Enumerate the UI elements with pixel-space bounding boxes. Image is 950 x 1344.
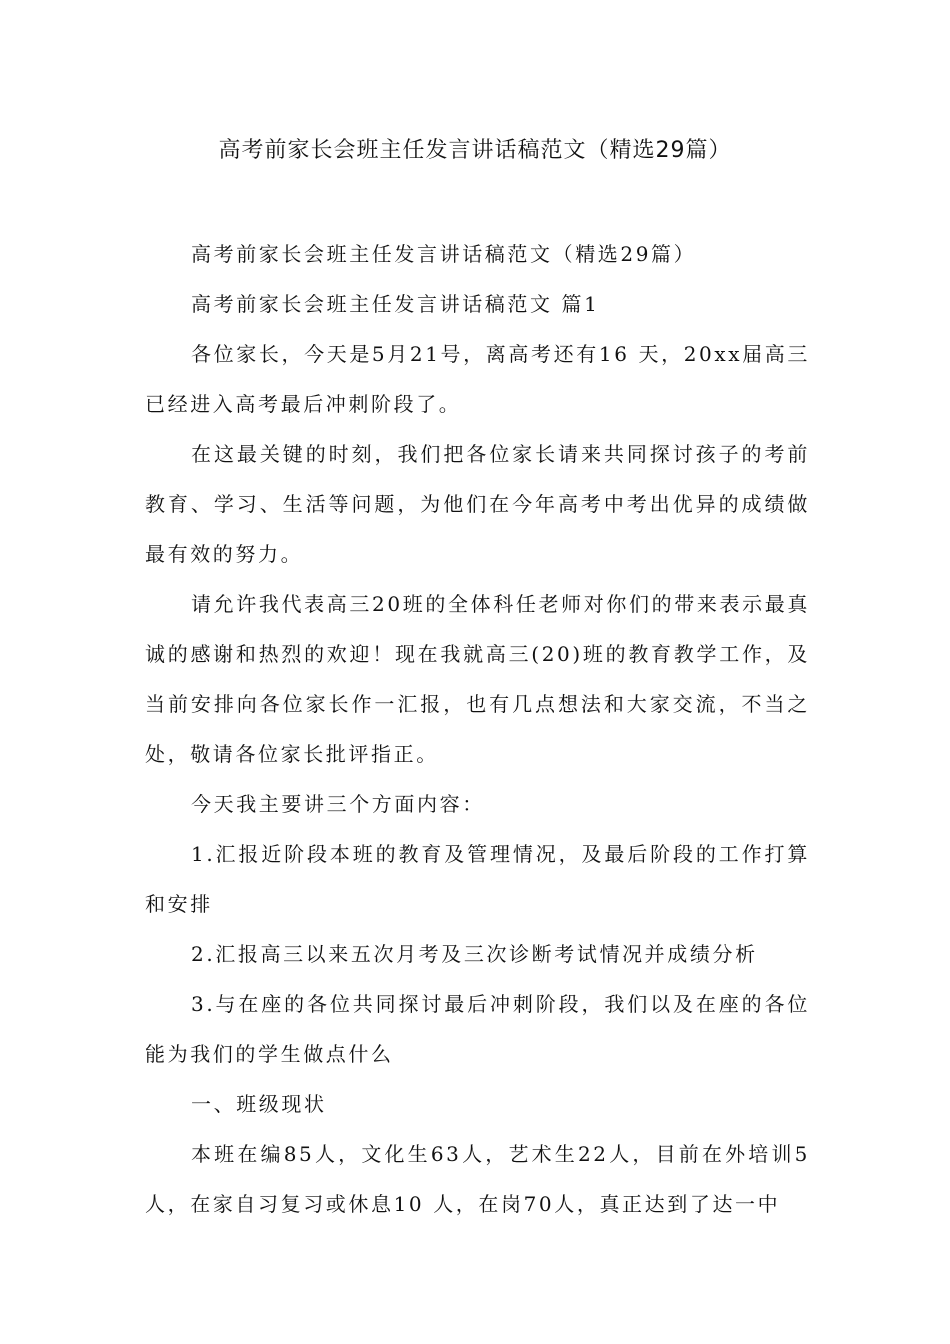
list-item: 3.与在座的各位共同探讨最后冲刺阶段，我们以及在座的各位能为我们的学生做点什么: [145, 992, 810, 1066]
paragraph: 请允许我代表高三20班的全体科任老师对你们的带来表示最真诚的感谢和热烈的欢迎！现在我就高三(20)班的教育教学工作，及当前安排向各位家长作一汇报，也有几点想法和大家交流，不当之处，敬请各位家长批评指正。: [145, 592, 810, 766]
paragraph: 各位家长，今天是5月21号，离高考还有16 天，20xx届高三已经进入高考最后冲刺阶段了。: [145, 342, 810, 416]
document-body: [145, 229, 810, 1229]
document-title: 高考前家长会班主任发言讲话稿范文（精选29篇）: [218, 138, 732, 163]
list-item: 1.汇报近阶段本班的教育及管理情况，及最后阶段的工作打算和安排: [145, 842, 810, 916]
list-item: 2.汇报高三以来五次月考及三次诊断考试情况并成绩分析: [191, 942, 758, 966]
section-heading: 一、班级现状: [191, 1092, 327, 1116]
paragraph-subtitle: 高考前家长会班主任发言讲话稿范文（精选29篇）: [191, 242, 697, 266]
paragraph: 在这最关键的时刻，我们把各位家长请来共同探讨孩子的考前教育、学习、生活等问题，为他们在今年高考中考出优异的成绩做最有效的努力。: [145, 442, 810, 566]
paragraph: 今天我主要讲三个方面内容：: [191, 792, 485, 816]
paragraph: 本班在编85人，文化生63人，艺术生22人，目前在外培训5人，在家自习复习或休息10 人，在岗70人，真正达到了达一中: [145, 1142, 810, 1216]
paragraph-section-heading: 高考前家长会班主任发言讲话稿范文 篇1: [191, 292, 600, 316]
